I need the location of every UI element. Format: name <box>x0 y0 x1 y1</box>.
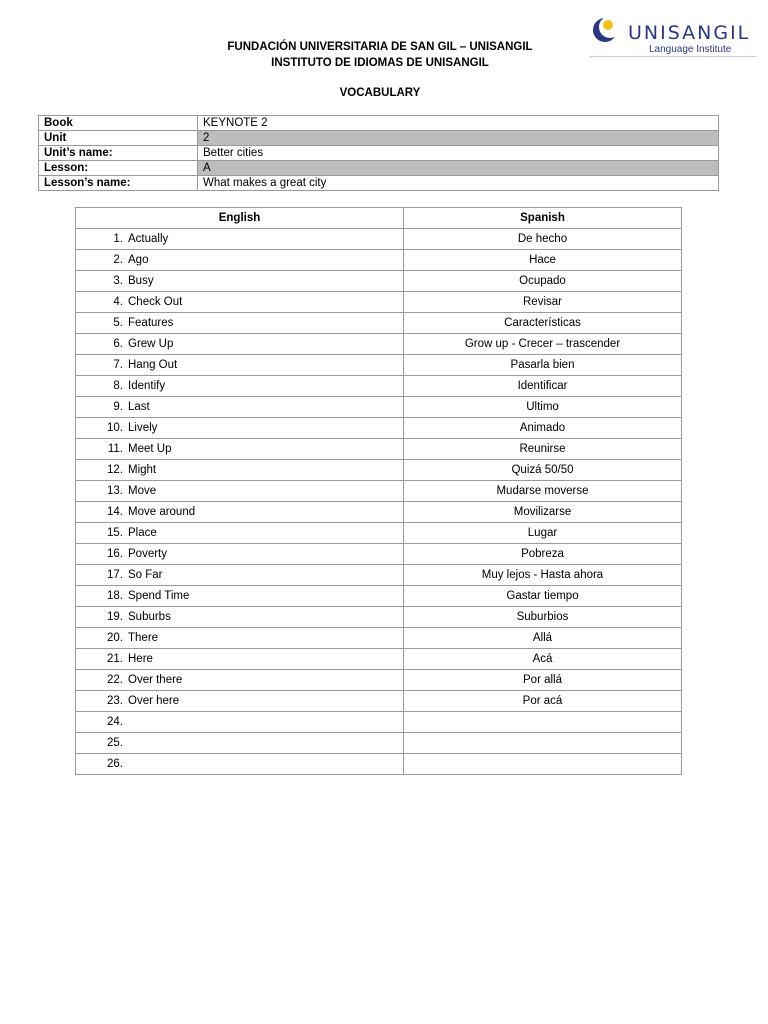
english-cell <box>76 607 404 628</box>
english-word: Over there <box>128 674 183 686</box>
english-word: Suburbs <box>128 611 171 623</box>
spanish-word: Pasarla bien <box>404 355 682 376</box>
row-number: 26. <box>107 758 123 770</box>
spanish-word: Mudarse moverse <box>404 481 682 502</box>
table-row <box>76 229 682 250</box>
english-cell <box>76 334 404 355</box>
table-row <box>76 691 682 712</box>
english-cell <box>76 271 404 292</box>
spanish-word: Grow up - Crecer – trascender <box>404 334 682 355</box>
table-row <box>76 586 682 607</box>
row-number: 23. <box>107 695 123 707</box>
row-number: 20. <box>107 632 123 644</box>
table-row <box>76 439 682 460</box>
english-word: Check Out <box>128 296 183 308</box>
english-word: Might <box>128 464 157 476</box>
row-number: 10. <box>107 422 123 434</box>
info-row-lesson-name <box>39 176 719 191</box>
table-row <box>76 292 682 313</box>
spanish-word: Acá <box>404 649 682 670</box>
table-row <box>76 523 682 544</box>
english-word: Meet Up <box>128 443 172 455</box>
table-row <box>76 733 682 754</box>
english-word: Identify <box>128 380 166 392</box>
table-row <box>76 565 682 586</box>
row-number: 25. <box>107 737 123 749</box>
row-number: 7. <box>113 359 123 371</box>
english-cell <box>76 712 404 733</box>
spanish-word: Muy lejos - Hasta ahora <box>404 565 682 586</box>
row-number: 4. <box>113 296 123 308</box>
english-word: Here <box>128 653 153 665</box>
table-row <box>76 481 682 502</box>
spanish-word: Por allá <box>404 670 682 691</box>
info-label: Unit <box>39 131 198 146</box>
english-word: Move around <box>128 506 196 518</box>
english-cell <box>76 229 404 250</box>
info-label: Unit’s name: <box>39 146 198 161</box>
table-row <box>76 670 682 691</box>
table-row <box>76 418 682 439</box>
info-value: Better cities <box>198 146 719 161</box>
spanish-word: Lugar <box>404 523 682 544</box>
english-cell <box>76 691 404 712</box>
spanish-word: Reunirse <box>404 439 682 460</box>
info-row-book <box>39 116 719 131</box>
row-number: 14. <box>107 506 123 518</box>
info-value: KEYNOTE 2 <box>198 116 719 131</box>
english-cell <box>76 565 404 586</box>
english-word: Over here <box>128 695 180 707</box>
english-cell <box>76 250 404 271</box>
lesson-info-table <box>38 115 719 191</box>
info-value: A <box>198 161 719 176</box>
table-row <box>76 397 682 418</box>
english-word: Lively <box>128 422 158 434</box>
english-word: Actually <box>128 233 169 245</box>
spanish-word: Ocupado <box>404 271 682 292</box>
info-label: Book <box>39 116 198 131</box>
row-number: 16. <box>107 548 123 560</box>
vocabulary-header-row <box>76 208 682 229</box>
document-title: VOCABULARY <box>339 87 421 99</box>
spanish-word <box>404 712 682 733</box>
row-number: 13. <box>107 485 123 497</box>
english-cell <box>76 481 404 502</box>
english-cell <box>76 460 404 481</box>
row-number: 6. <box>113 338 123 350</box>
spanish-word <box>404 733 682 754</box>
english-cell <box>76 733 404 754</box>
spanish-word: Por acá <box>404 691 682 712</box>
english-cell <box>76 649 404 670</box>
spanish-word: Ultimo <box>404 397 682 418</box>
spanish-word: Gastar tiempo <box>404 586 682 607</box>
spanish-word: Suburbios <box>404 607 682 628</box>
row-number: 19. <box>107 611 123 623</box>
english-cell <box>76 418 404 439</box>
info-row-unit <box>39 131 719 146</box>
row-number: 17. <box>107 569 123 581</box>
column-header-spanish: Spanish <box>404 208 682 229</box>
english-word: Place <box>128 527 157 539</box>
row-number: 22. <box>107 674 123 686</box>
english-cell <box>76 544 404 565</box>
english-word: Move <box>128 485 157 497</box>
table-row <box>76 607 682 628</box>
spanish-word <box>404 754 682 775</box>
spanish-word: Características <box>404 313 682 334</box>
row-number: 21. <box>107 653 123 665</box>
row-number: 15. <box>107 527 123 539</box>
vocabulary-rows <box>76 229 682 775</box>
english-word: Last <box>128 401 150 413</box>
english-word: Ago <box>128 254 149 266</box>
table-row <box>76 502 682 523</box>
english-word: Busy <box>128 275 154 287</box>
table-row <box>76 754 682 775</box>
english-cell <box>76 355 404 376</box>
row-number: 3. <box>113 275 123 287</box>
table-row <box>76 628 682 649</box>
english-word: Hang Out <box>128 359 178 371</box>
english-word: Poverty <box>128 548 167 560</box>
institution-name: FUNDACIÓN UNIVERSITARIA DE SAN GIL – UNISANGIL <box>227 41 533 53</box>
row-number: 11. <box>107 443 123 455</box>
spanish-word: Pobreza <box>404 544 682 565</box>
table-row <box>76 250 682 271</box>
logo-name: UNISANGIL <box>628 22 751 44</box>
spanish-word: Movilizarse <box>404 502 682 523</box>
info-value: What makes a great city <box>198 176 719 191</box>
table-row <box>76 712 682 733</box>
row-number: 8. <box>113 380 123 392</box>
row-number: 2. <box>113 254 123 266</box>
english-cell <box>76 376 404 397</box>
spanish-word: Animado <box>404 418 682 439</box>
english-cell <box>76 670 404 691</box>
institute-name: INSTITUTO DE IDIOMAS DE UNISANGIL <box>271 57 489 69</box>
english-word: There <box>128 632 159 644</box>
table-row <box>76 334 682 355</box>
spanish-word: Allá <box>404 628 682 649</box>
row-number: 12. <box>107 464 123 476</box>
table-row <box>76 649 682 670</box>
english-word: Grew Up <box>128 338 174 350</box>
spanish-word: Quizá 50/50 <box>404 460 682 481</box>
english-word: Features <box>128 317 174 329</box>
english-cell <box>76 397 404 418</box>
info-row-unit-name <box>39 146 719 161</box>
spanish-word: Revisar <box>404 292 682 313</box>
row-number: 5. <box>113 317 123 329</box>
row-number: 9. <box>113 401 123 413</box>
spanish-word: De hecho <box>404 229 682 250</box>
info-row-lesson <box>39 161 719 176</box>
english-word: So Far <box>128 569 163 581</box>
english-cell <box>76 586 404 607</box>
spanish-word: Hace <box>404 250 682 271</box>
info-label: Lesson: <box>39 161 198 176</box>
table-row <box>76 271 682 292</box>
english-cell <box>76 502 404 523</box>
english-cell <box>76 313 404 334</box>
english-cell <box>76 523 404 544</box>
info-value: 2 <box>198 131 719 146</box>
column-header-english: English <box>76 208 404 229</box>
table-row <box>76 355 682 376</box>
table-row <box>76 544 682 565</box>
row-number: 1. <box>113 233 123 245</box>
table-row <box>76 460 682 481</box>
table-row <box>76 376 682 397</box>
spanish-word: Identificar <box>404 376 682 397</box>
english-cell <box>76 754 404 775</box>
table-row <box>76 313 682 334</box>
row-number: 24. <box>107 716 123 728</box>
row-number: 18. <box>107 590 123 602</box>
english-cell <box>76 628 404 649</box>
logo-subtitle: Language Institute <box>649 44 732 55</box>
english-cell <box>76 292 404 313</box>
info-label: Lesson’s name: <box>39 176 198 191</box>
vocabulary-table <box>75 207 682 775</box>
english-word: Spend Time <box>128 590 190 602</box>
english-cell <box>76 439 404 460</box>
